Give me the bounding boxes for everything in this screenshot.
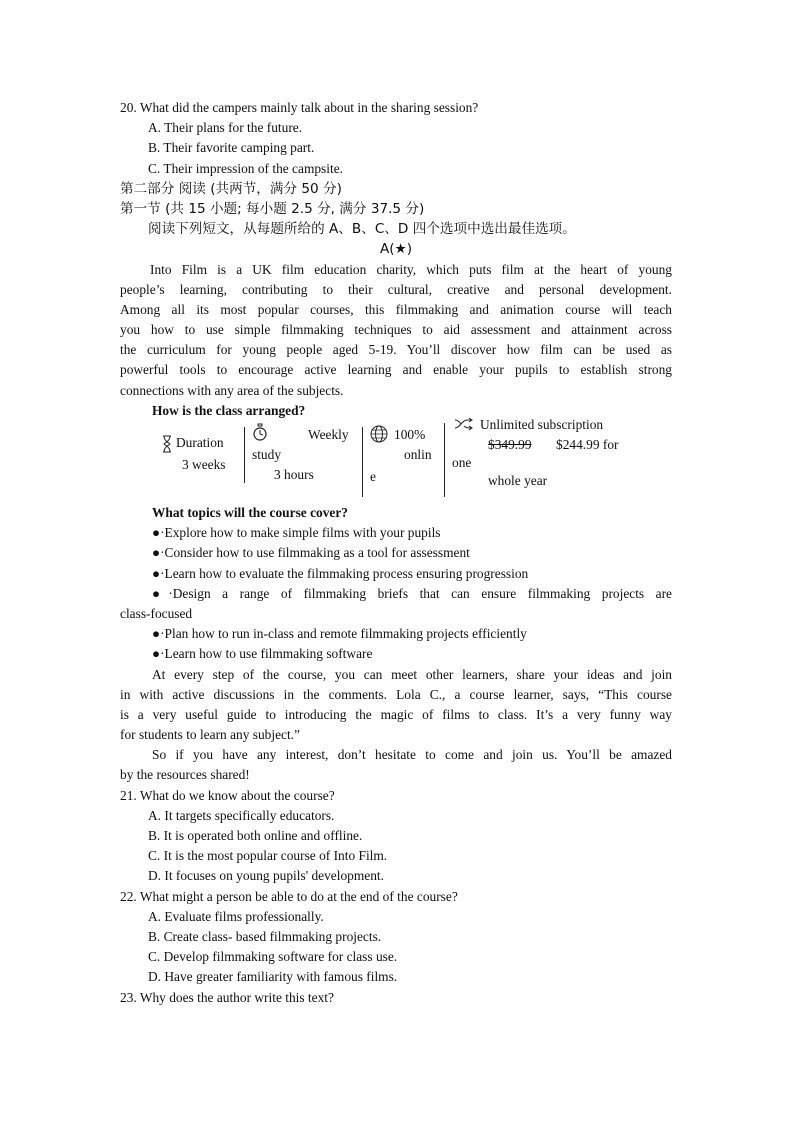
topics-heading: What topics will the course cover? [152, 505, 348, 520]
reading-instruction: 阅读下列短文，从每题所给的 A、B、C、D 四个选项中选出最佳选项。 [148, 221, 576, 238]
study-label: study [252, 447, 282, 462]
question-22: 22. What might a person be able to do at the end of the course? [120, 888, 458, 904]
course-info-table [156, 417, 676, 499]
para1-line-2: people’s learning, contributing to their cultural, creative and personal development. [120, 281, 672, 297]
topic-bullet-2: ●·Consider how to use filmmaking as a tool for assessment [152, 545, 470, 561]
para2-line-2: in with active discussions in the comments. Lola C., a course learner, says, “This course [120, 686, 672, 702]
stopwatch-icon [252, 423, 268, 443]
para1-line-6: powerful tools to encourage active learning and enable your pupils to establish strong [120, 362, 672, 378]
q21-option-a: A. It targets specifically educators. [148, 807, 335, 823]
duration-cell [156, 423, 242, 499]
question-20: 20. What did the campers mainly talk about in the sharing session? [120, 100, 479, 115]
table-divider-3 [444, 423, 445, 497]
discount-price: $244.99 for [556, 437, 619, 452]
topic-bullet-1: ●·Explore how to make simple films with your pupils [152, 525, 441, 541]
para2-line-1: At every step of the course, you can meet other learners, share your ideas and join [152, 666, 672, 682]
whole-year-label: whole year [488, 473, 548, 488]
q22-option-b: B. Create class- based filmmaking projects. [148, 928, 382, 944]
q22-option-d: D. Have greater familiarity with famous films. [148, 969, 398, 985]
weekly-label: Weekly [308, 427, 349, 442]
para1-line-1: Into Film is a UK film education charity, which puts film at the heart of young [150, 261, 672, 277]
subscription-cell [448, 417, 676, 499]
duration-value: 3 weeks [182, 457, 226, 472]
para3-line-2: by the resources shared! [120, 767, 250, 783]
q21-option-b: B. It is operated both online and offline. [148, 828, 363, 843]
para1-line-3: Among all its most popular courses, this filmmaking and animation course will teach [120, 301, 672, 317]
q20-option-c: C. Their impression of the campsite. [148, 160, 343, 176]
online-percent: 100% [394, 427, 426, 442]
hours-value: 3 hours [274, 467, 314, 482]
hourglass-icon [162, 435, 172, 453]
para3-line-1: So if you have any interest, don’t hesitate to come and join us. You’ll be amazed [152, 747, 672, 763]
question-23: 23. Why does the author write this text? [120, 989, 334, 1005]
subscription-label: Unlimited subscription [480, 417, 604, 432]
one-label: one [452, 455, 472, 470]
q22-option-a: A. Evaluate films professionally. [148, 908, 324, 924]
topic-bullet-4-continued: class-focused [120, 605, 193, 621]
online-word: onlin [404, 447, 432, 462]
topic-bullet-6: ●·Learn how to use filmmaking software [152, 646, 373, 662]
online-word-end: e [370, 469, 376, 484]
q21-option-c: C. It is the most popular course of Into Film. [148, 848, 388, 864]
online-cell [366, 423, 442, 499]
para2-line-3: is a very useful guide to introducing the magic of films to class. It’s a very funny way [120, 706, 672, 722]
para1-line-4: you how to use simple filmmaking techniques to aid assessment and attainment across [120, 322, 672, 338]
section1-title: 第一节 (共 15 小题; 每小题 2.5 分, 满分 37.5 分) [120, 200, 425, 217]
duration-label: Duration [176, 435, 224, 450]
topic-bullet-5: ●·Plan how to run in-class and remote filmmaking projects efficiently [152, 626, 527, 642]
q22-option-c: C. Develop filmmaking software for class use. [148, 949, 398, 965]
topic-bullet-4: ●·Design a range of filmmaking briefs that can ensure filmmaking projects are [152, 585, 672, 601]
para2-line-4: for students to learn any subject.” [120, 727, 300, 743]
q21-option-d: D. It focuses on young pupils' development. [148, 868, 384, 884]
question-21: 21. What do we know about the course? [120, 787, 335, 803]
q20-option-b: B. Their favorite camping part. [148, 140, 315, 156]
passage-label: A(★) [379, 241, 413, 258]
table-divider-1 [244, 427, 245, 483]
globe-icon [370, 425, 388, 443]
topic-bullet-3: ●·Learn how to evaluate the filmmaking process ensuring progression [152, 565, 529, 581]
weekly-study-cell [248, 423, 360, 499]
original-price: $349.99 [488, 437, 532, 452]
part2-title: 第二部分 阅读 (共两节，满分 50 分) [120, 180, 342, 197]
para1-line-7: connections with any area of the subjects. [120, 382, 344, 398]
q20-option-a: A. Their plans for the future. [148, 120, 303, 136]
para1-line-5: the curriculum for young people aged 5-19. You’ll discover how film can be used as [120, 342, 672, 358]
arranged-heading: How is the class arranged? [152, 402, 306, 418]
shuffle-icon [454, 417, 474, 431]
exam-page [120, 98, 672, 1008]
table-divider-2 [362, 427, 363, 497]
